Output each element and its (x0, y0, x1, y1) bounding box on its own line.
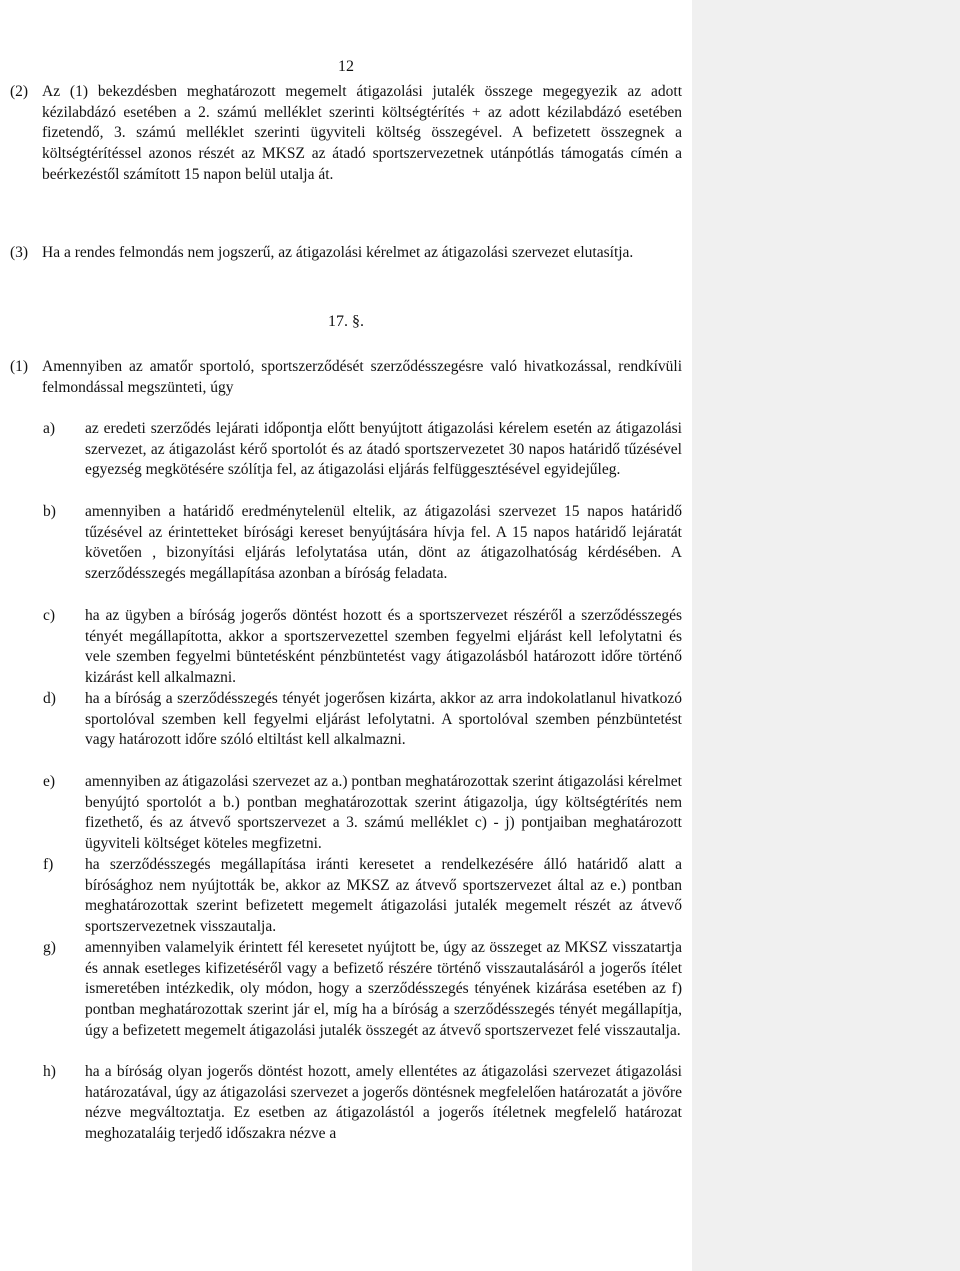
item-text: ha a bíróság a szerződésszegés tényét jogerősen kizárta, akkor az arra indokolatlanul hivatkozó sportolóval szemben kell fegyelmi eljárást lefolytatni. A sportolóval szemben pénzbüntetést vagy határozott időre szóló eltiltást kell alkalmazni. (85, 690, 682, 749)
item-letter: d) (43, 690, 56, 707)
section-17-paragraph-1 (10, 357, 682, 398)
paragraph-text: Amennyiben az amatőr sportoló, sportszerződését szerződésszegésre való hivatkozással, rendkívüli felmondással megszünteti, úgy (42, 358, 682, 396)
section-title: 17. §. (328, 313, 364, 330)
list-item-b (43, 502, 682, 585)
list-item-f (43, 855, 682, 938)
item-text: ha szerződésszegés megállapítása iránti keresetet a rendelkezésére álló határidő alatt a bírósághoz nem nyújtották be, akkor az MKSZ az átvevő sportszervezet által az e.) pontban meghatározottak szerint befizetett megemelt átigazolási jutalék megemelt részét az átvevő sportszervezetnek visszautalja. (85, 856, 682, 936)
item-text: ha az ügyben a bíróság jogerős döntést hozott és a sportszervezet részéről a szerződésszegés tényét megállapította, akkor a sportszervezettel szemben fegyelmi eljárást kell lefolytatni és vele szemben fegyelmi büntetésként pénzbüntetést vagy átigazolásból határozott időre történő kizárást kell alkalmazni. (85, 607, 682, 687)
list-item-g (43, 938, 682, 1042)
paragraph-3 (10, 243, 682, 264)
list-item-a (43, 419, 682, 481)
item-text: amennyiben az átigazolási szervezet az a.) pontban meghatározottak szerint átigazolási kérelmet benyújtó sportolót a b.) pontban meghatározottak szerint átigazolja, úgy költségtérítés nem fizethető, és az átvevő sportszervezet a 3. számú melléklet c) - j) pontjaiban meghatározott ügyviteli költséget köteles megfizetni. (85, 773, 682, 853)
comment-margin (692, 0, 960, 1271)
list-item-c (43, 606, 682, 689)
list-item-h (43, 1062, 682, 1145)
item-letter: f) (43, 856, 54, 873)
item-letter: c) (43, 607, 56, 624)
item-text: az eredeti szerződés lejárati időpontja előtt benyújtott átigazolási kérelem esetén az átigazolási szervezet, az átigazolást kérő sportolót és az átadó sportszervezetet 30 napos határidő tűzésével egyezség megkötésére szólítja fel, az átigazolási eljárás felfüggesztésével egyidejűleg. (85, 420, 682, 479)
paragraph-number: (1) (10, 358, 29, 375)
item-text: amennyiben valamelyik érintett fél keresetet nyújtott be, úgy az összeget az MKSZ visszatartja és annak esetleges kifizetéséről vagy a befizető részére történő visszautalásáról a jogerős ítélet ismeretében intézkedik, oly módon, hogy a szerződésszegés tényének kizárása esetében az f) pontban meghatározottak szerint jár el, míg ha a bíróság a szerződésszegés tényét megállapítja, úgy a befizetett megemelt átigazolási jutalék összegét az átvevő sportszervezet felé visszautalja. (85, 939, 682, 1039)
list-item-e (43, 772, 682, 855)
item-letter: h) (43, 1063, 56, 1080)
item-letter: a) (43, 420, 56, 437)
item-text: amennyiben a határidő eredménytelenül eltelik, az átigazolási szervezet 15 napos határidő tűzésével az érintetteket bírósági kereset benyújtására hívja fel. A 15 napos határidő lejáratát követően , bizonyítási eljárás lefolytatása után, dönt az átigazolhatóság kérdésében. A szerződésszegés megállapítása azonban a bíróság feladata. (85, 503, 682, 583)
list-item-d (43, 689, 682, 751)
item-letter: g) (43, 939, 56, 956)
paragraph-text: Az (1) bekezdésben meghatározott megemelt átigazolási jutalék összege megegyezik az adott kézilabdázó esetében a 2. számú melléklet szerinti költségtérítés + az adott kézilabdázó esetében fizetendő, 3. számú melléklet szerinti ügyviteli költség összegével. A befizetett összegnek a költségtérítéssel azonos részét az MKSZ az átadó sportszervezetnek utánpótlás támogatás címén a beérkezéstől számított 15 napon belül utalja át. (42, 83, 682, 183)
paragraph-number: (2) (10, 83, 29, 100)
item-text: ha a bíróság olyan jogerős döntést hozott, amely ellentétes az átigazolási szervezet átigazolási határozatával, úgy az átigazolási szervezet a jogerős döntésnek megfelelően határozatát a jövőre nézve megváltoztatja. Ez esetben az átigazolástól a jogerős ítéletnek megfelelő határozat meghozataláig terjedő időszakra nézve a (85, 1063, 682, 1143)
item-letter: e) (43, 773, 56, 790)
page-number: 12 (338, 58, 354, 75)
paragraph-number: (3) (10, 244, 29, 261)
paragraph-2 (10, 82, 682, 186)
paragraph-text: Ha a rendes felmondás nem jogszerű, az átigazolási kérelmet az átigazolási szervezet elutasítja. (42, 244, 634, 261)
item-letter: b) (43, 503, 56, 520)
